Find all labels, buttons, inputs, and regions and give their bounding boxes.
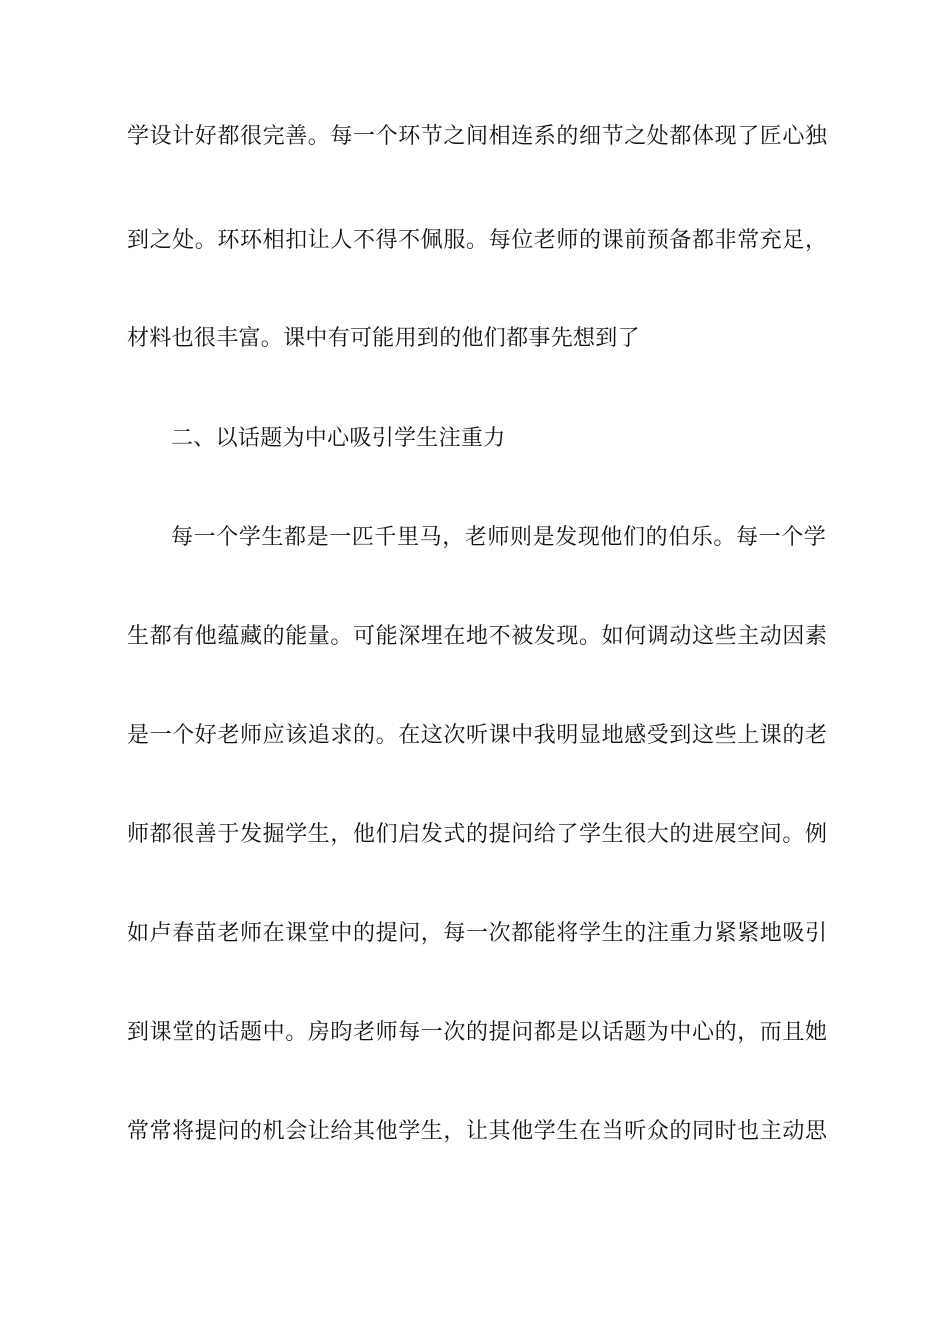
text-line: 到之处。环环相扣让人不得不佩服。每位老师的课前预备都非常充足， (127, 228, 828, 253)
text-line: 师都很善于发掘学生，他们启发式的提问给了学生很大的进展空间。例 (127, 822, 828, 847)
text-line: 如卢春苗老师在课堂中的提问，每一次都能将学生的注重力紧紧地吸引 (127, 921, 828, 946)
text-line: 每一个学生都是一匹千里马，老师则是发现他们的伯乐。每一个学 (171, 525, 827, 550)
text-line: 学设计好都很完善。每一个环节之间相连系的细节之处都体现了匠心独 (127, 124, 828, 149)
text-line: 到课堂的话题中。房昀老师每一次的提问都是以话题为中心的，而且她 (127, 1020, 828, 1045)
text-line: 生都有他蕴藏的能量。可能深埋在地不被发现。如何调动这些主动因素 (127, 624, 828, 649)
section-heading: 二、以话题为中心吸引学生注重力 (171, 426, 506, 451)
text-line: 常常将提问的机会让给其他学生，让其他学生在当听众的同时也主动思 (127, 1119, 828, 1144)
text-line: 是一个好老师应该追求的。在这次听课中我明显地感受到这些上课的老 (127, 723, 828, 748)
text-line: 材料也很丰富。课中有可能用到的他们都事先想到了 (127, 326, 640, 351)
